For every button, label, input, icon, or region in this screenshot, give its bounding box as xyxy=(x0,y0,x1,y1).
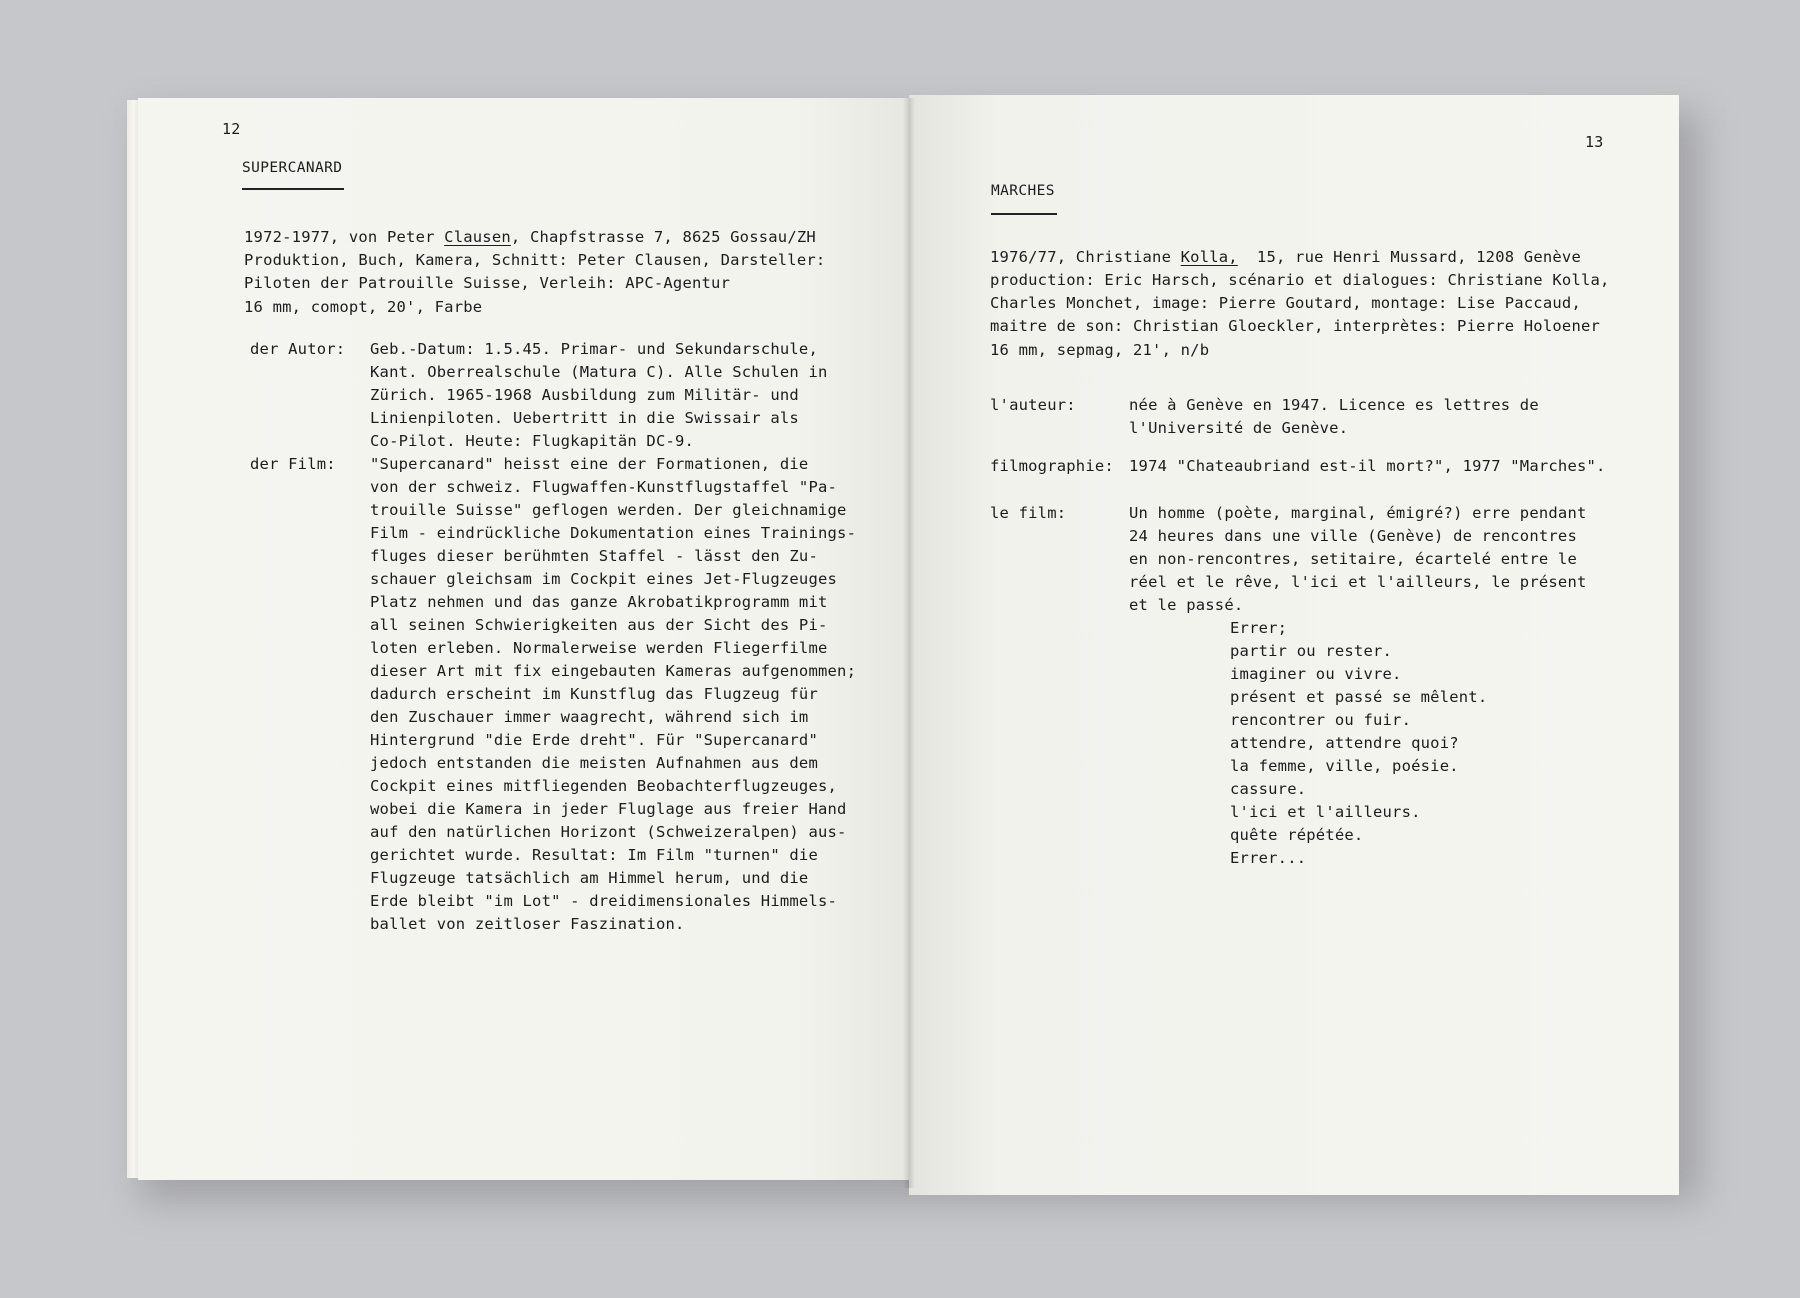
credits-block xyxy=(244,226,825,295)
author-label: der Autor: xyxy=(250,340,346,358)
film-label: le film: xyxy=(990,504,1067,522)
film-description: Un homme (poète, marginal, émigré?) erre pendant 24 heures dans une ville (Genève) de rencontres en non-rencontres, setitaire, écartelé entre le réel et le rêve, l'ici et l'ailleurs, le présent et le passé. xyxy=(1129,504,1587,614)
credits-line: 1976/77, Christiane Kolla, 15, rue Henri Mussard, 1208 Genève xyxy=(990,248,1581,266)
filmography-text: 1974 "Chateaubriand est-il mort?", 1977 "Marches". xyxy=(1129,457,1606,475)
right-page xyxy=(909,95,1679,1195)
director-name: Clausen xyxy=(444,228,511,246)
credits-line: production: Eric Harsch, scénario et dialogues: Christiane Kolla, xyxy=(990,271,1610,289)
author-bio: née à Genève en 1947. Licence es lettres de l'Université de Genève. xyxy=(1129,396,1539,437)
page-number-left: 12 xyxy=(222,120,241,138)
film-title-supercanard: SUPERCANARD xyxy=(242,160,343,176)
format-line: 16 mm, sepmag, 21', n/b xyxy=(990,341,1210,359)
film-title-marches: MARCHES xyxy=(991,183,1055,199)
film-description: "Supercanard" heisst eine der Formationen, die von der schweiz. Flugwaffen-Kunstflugstaffel "Pa- trouille Suisse" geflogen werden. Der gleichnamige Film - eindrückliche Dokumentation eines Trainings- fluges dieser berühmten Staffel - lässt den Zu- schauer gleichsam im Cockpit eines Jet-Flugzeuges Platz nehmen und das ganze Akrobatikprogramm mit all seinen Schwierigkeiten aus der Sicht des Pi- loten erleben. Normalerweise werden Fliegerfilme dieser Art mit fix eingebauten Kameras aufgenommen; dadurch erscheint im Kunstflug das Flugzeug für den Zuschauer immer waagrecht, während sich im Hintergrund "die Erde dreht". Für "Supercanard" jedoch entstanden die meisten Aufnahmen aus dem Cockpit eines mitfliegenden Beobachterflugzeuges, wobei die Kamera in jeder Fluglage aus freier Hand auf den natürlichen Horizont (Schweizeralpen) aus- gerichtet wurde. Resultat: Im Film "turnen" die Flugzeuge tatsächlich am Himmel herum, und die Erde bleibt "im Lot" - dreidimensionales Himmels- ballet von zeitloser Faszination. xyxy=(370,455,857,933)
credits-line: Charles Monchet, image: Pierre Goutard, montage: Lise Paccaud, xyxy=(990,294,1581,312)
format-line: 16 mm, comopt, 20', Farbe xyxy=(244,298,483,316)
left-page xyxy=(138,98,909,1180)
title-underline xyxy=(242,188,344,190)
credits-line: maitre de son: Christian Gloeckler, interprètes: Pierre Holoener xyxy=(990,317,1601,335)
filmography-label: filmographie: xyxy=(990,457,1114,475)
book-spine xyxy=(903,98,915,1188)
author-bio: Geb.-Datum: 1.5.45. Primar- und Sekundarschule, Kant. Oberrealschule (Matura C). Alle Schulen in Zürich. 1965-1968 Ausbildung zum Militär- und Linienpiloten. Uebertritt in die Swissair als Co-Pilot. Heute: Flugkapitän DC-9. xyxy=(370,340,828,450)
credits-line: 1972-1977, von Peter Clausen, Chapfstrasse 7, 8625 Gossau/ZH xyxy=(244,228,816,246)
director-name: Kolla, xyxy=(1180,248,1238,266)
author-label: l'auteur: xyxy=(990,396,1076,414)
credits-block xyxy=(990,246,1610,338)
page-number-right: 13 xyxy=(1585,133,1604,151)
poem: Errer; partir ou rester. imaginer ou vivre. présent et passé se mêlent. rencontrer ou fuir. attendre, attendre quoi? la femme, ville, poésie. cassure. l'ici et l'ailleurs. quête répétée. Errer... xyxy=(1230,619,1488,867)
film-label: der Film: xyxy=(250,455,336,473)
credits-line: Piloten der Patrouille Suisse, Verleih: APC-Agentur xyxy=(244,274,731,292)
credits-line: Produktion, Buch, Kamera, Schnitt: Peter Clausen, Darsteller: xyxy=(244,251,826,269)
title-underline xyxy=(991,213,1057,215)
